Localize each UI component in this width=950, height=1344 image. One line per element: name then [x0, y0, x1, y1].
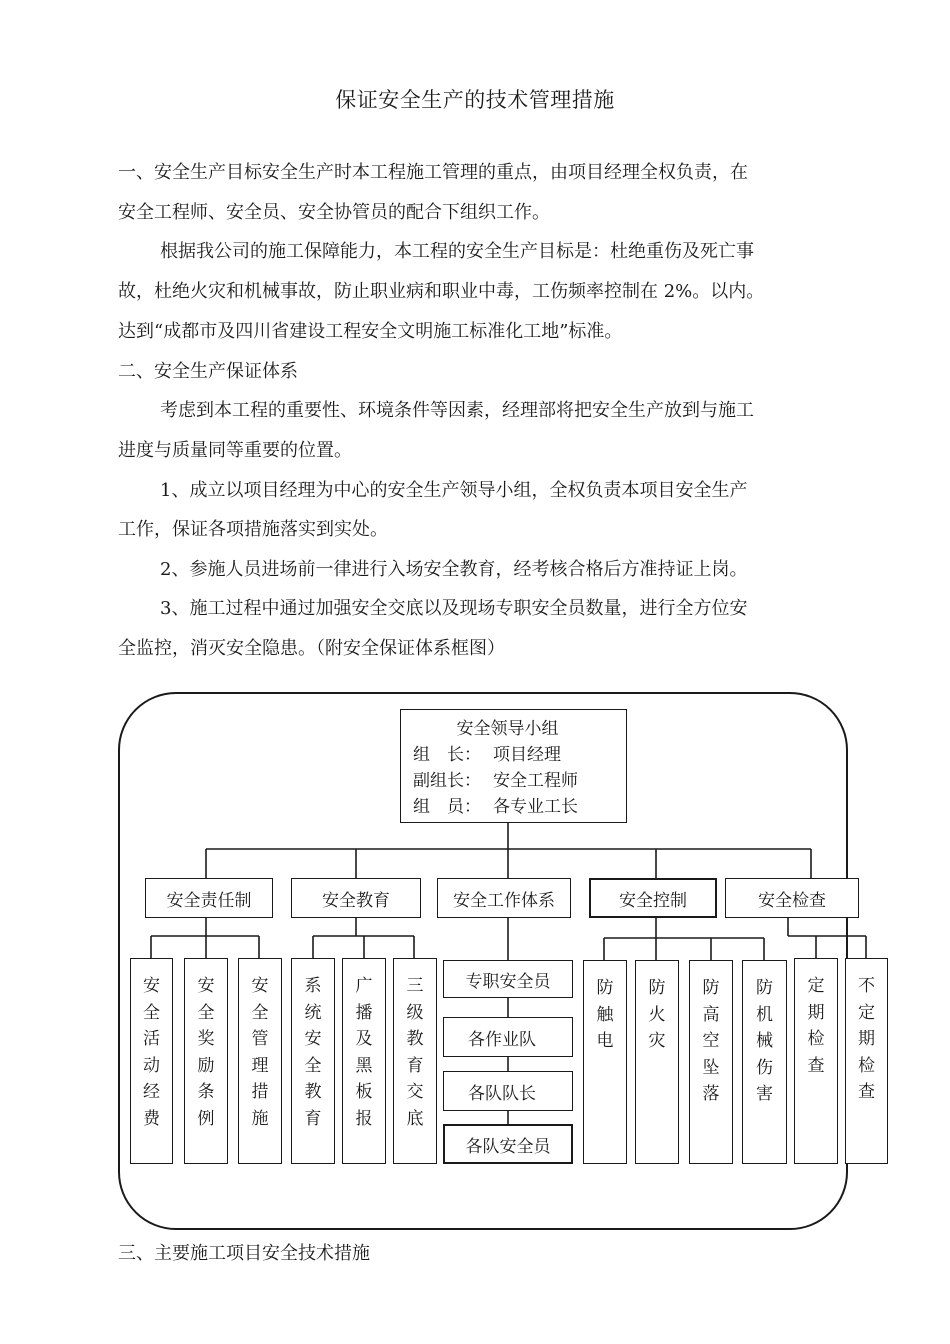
para-line: 达到“成都市及四川省建设工程安全文明施工标准化工地”标准。	[118, 321, 623, 342]
category-education: 安全教育	[291, 878, 421, 918]
vertical-char: 落	[702, 1084, 720, 1104]
vertical-char: 教	[406, 1029, 424, 1049]
vertical-char: 交	[406, 1082, 424, 1102]
work-system-step: 专职安全员	[443, 960, 573, 998]
leader-row	[413, 742, 626, 768]
vertical-char: 机	[756, 1004, 773, 1025]
vertical-char: 灾	[648, 1031, 666, 1051]
para-line: 工作，保证各项措施落实到实处。	[118, 519, 388, 540]
para-line: 全监控，消灭安全隐患。（附安全保证体系框图）	[118, 638, 505, 659]
vertical-char: 育	[304, 1108, 322, 1129]
vertical-char: 播	[355, 1002, 373, 1023]
vertical-char: 查	[858, 1082, 875, 1102]
vertical-char: 检	[807, 1029, 825, 1049]
vertical-char: 触	[596, 1004, 614, 1025]
vertical-char: 防	[648, 978, 666, 998]
control-item	[635, 960, 679, 1164]
category-control: 安全控制	[589, 878, 717, 918]
work-system-step: 各队安全员	[443, 1124, 573, 1164]
vertical-char: 及	[355, 1029, 373, 1049]
para-line: 考虑到本工程的重要性、环境条件等因素，经理部将把安全生产放到与施工	[160, 400, 754, 421]
leader-row	[413, 794, 626, 820]
education-item	[291, 958, 335, 1164]
responsibility-item	[184, 958, 228, 1164]
vertical-char: 教	[304, 1082, 322, 1102]
education-item	[393, 958, 437, 1164]
vertical-char: 空	[702, 1031, 720, 1051]
vertical-char: 三	[406, 976, 424, 996]
category-responsibility: 安全责任制	[145, 878, 273, 918]
vertical-char: 奖	[197, 1029, 215, 1049]
vertical-char: 底	[406, 1108, 424, 1129]
vertical-char: 定	[858, 1002, 875, 1023]
vertical-char: 动	[143, 1055, 160, 1076]
vertical-char: 报	[355, 1108, 373, 1129]
vertical-char: 火	[648, 1004, 666, 1025]
vertical-char: 条	[197, 1082, 215, 1102]
vertical-char: 全	[251, 1002, 269, 1023]
vertical-char: 安	[304, 1029, 322, 1049]
para-line: 安全工程师、安全员、安全协管员的配合下组织工作。	[118, 202, 550, 223]
leader-person: 安全工程师	[493, 771, 578, 791]
education-item	[342, 958, 386, 1164]
responsibility-item	[130, 958, 173, 1164]
control-item	[742, 960, 787, 1164]
vertical-char: 伤	[756, 1057, 773, 1078]
category-work-system: 安全工作体系	[437, 878, 571, 918]
vertical-char: 板	[355, 1082, 373, 1102]
work-system-step: 各作业队	[443, 1017, 573, 1057]
vertical-char: 不	[858, 976, 875, 996]
responsibility-item	[238, 958, 282, 1164]
vertical-char: 安	[143, 976, 160, 996]
section-heading: 三、主要施工项目安全技术措施	[118, 1243, 370, 1264]
vertical-char: 黑	[355, 1055, 373, 1076]
category-inspection: 安全检查	[725, 878, 859, 918]
leader-role: 副组长：	[413, 771, 481, 791]
leader-role: 组 长：	[413, 745, 481, 765]
vertical-char: 例	[197, 1108, 215, 1129]
vertical-char: 经	[143, 1082, 160, 1102]
vertical-char: 管	[251, 1029, 269, 1049]
vertical-char: 级	[406, 1002, 424, 1023]
vertical-char: 期	[858, 1029, 875, 1049]
leader-group-title: 安全领导小组	[456, 719, 559, 739]
para-line: 1、成立以项目经理为中心的安全生产领导小组，全权负责本项目安全生产	[160, 480, 748, 501]
vertical-char: 全	[143, 1002, 160, 1023]
vertical-char: 械	[756, 1031, 773, 1051]
vertical-char: 定	[807, 976, 825, 996]
vertical-char: 育	[406, 1055, 424, 1076]
control-item	[583, 960, 627, 1164]
vertical-char: 高	[702, 1004, 720, 1025]
vertical-char: 查	[807, 1055, 825, 1076]
vertical-char: 害	[756, 1084, 773, 1104]
control-item	[689, 960, 733, 1164]
vertical-char: 安	[251, 976, 269, 996]
vertical-char: 全	[304, 1055, 322, 1076]
para-line: 一、安全生产目标安全生产时本工程施工管理的重点，由项目经理全权负责，在	[118, 162, 748, 183]
vertical-char: 励	[197, 1055, 215, 1076]
para-line: 3、施工过程中通过加强安全交底以及现场专职安全员数量，进行全方位安	[160, 598, 748, 619]
vertical-char: 期	[807, 1002, 825, 1023]
leader-person: 各专业工长	[493, 797, 578, 817]
leader-row	[413, 768, 626, 794]
vertical-char: 安	[197, 976, 215, 996]
para-line: 根据我公司的施工保障能力，本工程的安全生产目标是：杜绝重伤及死亡事	[160, 241, 754, 262]
leader-person: 项目经理	[493, 745, 561, 765]
vertical-char: 广	[355, 976, 373, 996]
vertical-char: 防	[756, 978, 773, 998]
leader-group-box	[400, 709, 627, 823]
page-title: 保证安全生产的技术管理措施	[335, 88, 615, 112]
vertical-char: 措	[251, 1082, 269, 1102]
vertical-char: 电	[596, 1031, 614, 1051]
para-line: 故，杜绝火灾和机械事故，防止职业病和职业中毒，工伤频率控制在 2%。以内。	[118, 281, 765, 302]
vertical-char: 活	[143, 1029, 160, 1049]
vertical-char: 全	[197, 1002, 215, 1023]
section-heading: 二、安全生产保证体系	[118, 361, 298, 382]
inspection-item	[845, 958, 888, 1164]
vertical-char: 费	[143, 1108, 160, 1129]
para-line: 2、参施人员进场前一律进行入场安全教育，经考核合格后方准持证上岗。	[160, 559, 748, 580]
vertical-char: 理	[251, 1055, 269, 1076]
leader-role: 组 员：	[413, 797, 481, 817]
vertical-char: 施	[251, 1108, 269, 1129]
work-system-step: 各队队长	[443, 1071, 573, 1111]
vertical-char: 检	[858, 1055, 875, 1076]
vertical-char: 系	[304, 976, 322, 996]
inspection-item	[794, 958, 838, 1164]
vertical-char: 防	[702, 978, 720, 998]
para-line: 进度与质量同等重要的位置。	[118, 440, 352, 461]
vertical-char: 防	[596, 978, 614, 998]
vertical-char: 坠	[702, 1057, 720, 1078]
vertical-char: 统	[304, 1002, 322, 1023]
